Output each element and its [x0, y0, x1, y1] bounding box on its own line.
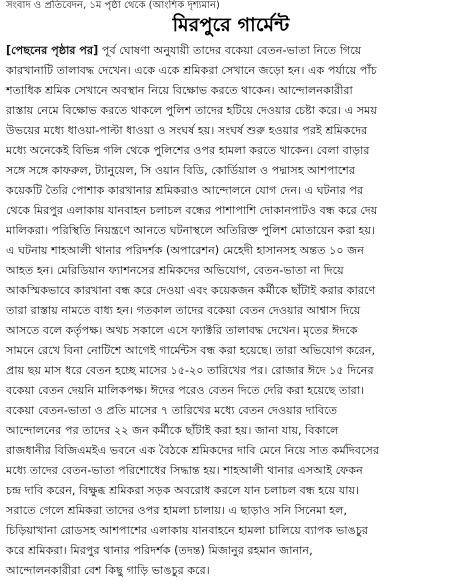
article-line: মধ্যে তাদের বেতন-ভাতা পরিশোধের সিদ্ধান্ত হয়। শাহআলী থানার এসআই ফেকন	[6, 464, 363, 477]
article-line: প্রায় ছয় মাস ধরে বেতন হচ্ছে মাসের ১৫-২০ তারিখের পর। রোজার ঈদে ১৫ দিনের	[6, 364, 374, 377]
article-line: সঙ্গে সঙ্গে কাফরুল, ট্যানুয়েল, সি ওয়ান বিডি, কোর্ডিয়াল ও পদ্মাসহ আশপাশের	[6, 164, 356, 177]
article-line: আন্দোলনকারীরা বেশ কিছু গাড়ি ভাঙচুর করে।	[6, 564, 210, 577]
article-line: আন্দোলনের পর তাদের ২২ জন কর্মীকে ছাঁটাই করা হয়। জানা যায়, বিকালে	[6, 424, 339, 437]
article-line: মালিকরা। পরিস্থিতি নিয়ন্ত্রণে আনতে ঘটনাস্থলে অতিরিক্ত পুলিশ মোতায়েন করা হয়।	[6, 224, 375, 237]
article-line: সরাতে গেলে শ্রমিকরা তাদের ওপর হামলা চালায়। এ ছাড়াও সনি সিনেমা হল,	[6, 504, 348, 517]
article-line: কারখানাটি তালাবদ্ধ দেখেন। একে একে শ্রমিকরা সেখানে জড়ো হন। এক পর্যায়ে পাঁচ	[6, 64, 377, 77]
article-line-1	[6, 41, 456, 61]
article-line: রাজধানীর বিজিএমইএ ভবনে এক বৈঠকে শ্রমিকদের দাবি মেনে নিয়ে সাত কর্মদিবসের	[6, 444, 380, 457]
article-line: শতাধিক শ্রমিক সেখানে অবস্থান নিয়ে বিক্ষোভ করতে থাকেন। আন্দোলনকারীরা	[6, 84, 353, 97]
article-line: আসতে বলে কর্তৃপক্ষ। অথচ সকালে এসে ফ্যাক্টরি তালাবদ্ধ দেখেন। মৃতের ঈদকে	[6, 324, 358, 337]
article-line: কয়েকটি তৈরি পোশাক কারখানার শ্রমিকরাও আন্দোলনে যোগ দেন। এ ঘটনার পর	[6, 184, 364, 197]
article-line: মধ্যে অনেকেই বিভিন্ন গলি থেকে পুলিশের ওপর হামলা করতে থাকেন। বেলা বাড়ার	[6, 144, 370, 157]
article-line: আহত হন। মেরিডিয়ান ফ্যাশনসের শ্রমিকদের অভিযোগ, বেতন-ভাতা না দিয়ে	[6, 264, 344, 277]
article-line: উভয়ের মধ্যে ধাওয়া-পাল্টা ধাওয়া ও সংঘর্ষ হয়। সংঘর্ষ শুরু হওয়ার পরই শ্রমিকদের	[6, 124, 368, 137]
headline-container	[0, 12, 462, 38]
article-line: রাস্তায় নেমে বিক্ষোভ করতে থাকলে পুলিশ তাদের হটিয়ে দেওয়ার চেষ্টা করে। এ সময়	[6, 104, 377, 117]
article-line: সামনে রেখে বিনা নোটিশে আগেই গার্মেন্টস বন্ধ করা হয়েছে। তারা অভিযোগ করেন,	[6, 344, 376, 357]
previous-article-fragment: সংবাদ ও প্রতিবেদন, ১ম পৃষ্ঠা থেকে (আংশিক দৃশ্যমান)	[6, 0, 220, 11]
article-body	[6, 41, 456, 577]
article-line: এ ঘটনায় শাহআলী থানার পরিদর্শক (অপারেশন) মেহেদী হাসানসহ অন্তত ১০ জন	[6, 244, 364, 257]
article-line-1-text: পূর্ব ঘোষণা অনুযায়ী তাদের বকেয়া বেতন-ভাতা নিতে গিয়ে	[98, 44, 362, 57]
article-line: বকেয়া বেতন-ভাতা ও প্রতি মাসের ৭ তারিখের মধ্যে বেতন দেওয়ার দাবিতে	[6, 404, 338, 417]
article-line: তারা রাস্তায় নামতে বাধ্য হন। গতকাল তাদের বকেয়া বেতন দেওয়ার আশ্বাস দিয়ে	[6, 304, 361, 317]
article-line: আকস্মিকভাবে কারখানা বন্ধ করে দেওয়া এবং কয়েকজন কর্মীকে ছাঁটাই করার কারণে	[6, 284, 376, 297]
article-line: বকেয়া বেতন দেয়নি মালিকপক্ষ। ঈদের পরেও বেতন দিতে দেরি করা হয়েছে তারা।	[6, 384, 365, 397]
article-line: করে শ্রমিকরা। মিরপুর থানার পরিদর্শক (তদন্ত) মিজানুর রহমান জানান,	[6, 544, 313, 557]
article-line: চিড়িয়াখানা রোডসহ আশপাশের এলাকায় যানবাহনে হামলা চালিয়ে ব্যাপক ভাঙচুর	[6, 524, 369, 537]
article-line: চন্দ্র দাবি করেন, বিক্ষুব্ধ শ্রমিকরা সড়ক অবরোধ করলে যান চলাচল বন্ধ হয়ে যায়।	[6, 484, 360, 497]
continuation-label: [পেছনের পৃষ্ঠার পর]	[6, 44, 99, 57]
article-line: থেকে মিরপুর এলাকায় যানবাহন চলাচল বন্ধের পাশাপাশি দোকানপাটও বন্ধ করে দেয়	[6, 204, 378, 217]
headline: মিরপুরে গার্মেন্ট	[172, 14, 290, 36]
